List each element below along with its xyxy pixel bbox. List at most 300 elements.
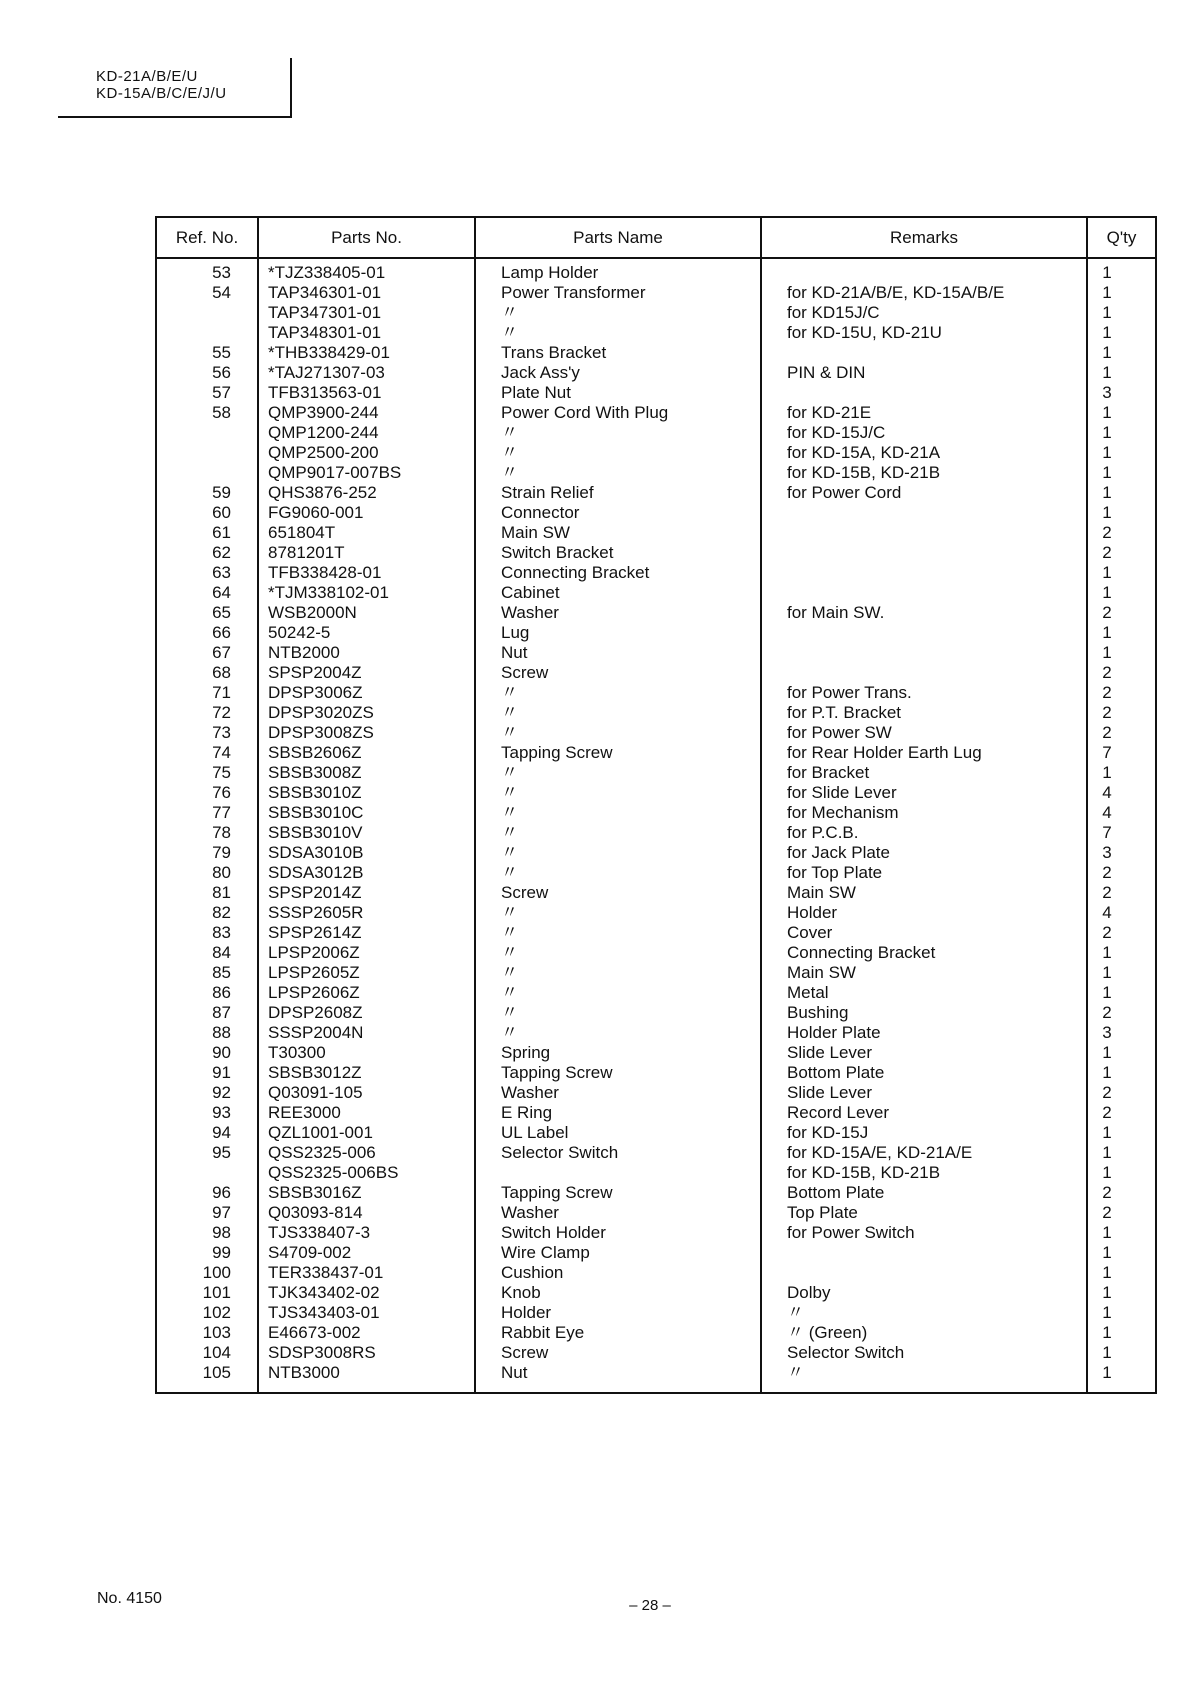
table-row [157, 583, 1155, 603]
qty-cell: 1 [1102, 643, 1112, 662]
qty-cell: 2 [1102, 603, 1112, 622]
ref-no-cell: 79 [212, 843, 231, 862]
parts-name-cell: 〃 [501, 843, 518, 862]
remarks-cell: Connecting Bracket [787, 943, 936, 962]
ref-no-cell: 61 [212, 523, 231, 542]
table-row [157, 503, 1155, 523]
ref-no-cell: 62 [212, 543, 231, 562]
ref-no-cell: 74 [212, 743, 231, 762]
header-divider-vertical [290, 58, 292, 118]
parts-name-cell: Tapping Screw [501, 1183, 613, 1202]
parts-no-cell: TFB313563-01 [268, 383, 382, 402]
parts-name-cell: 〃 [501, 863, 518, 882]
ref-no-cell: 101 [202, 1283, 231, 1302]
qty-cell: 2 [1102, 923, 1112, 942]
parts-no-cell: *TJM338102-01 [268, 583, 389, 602]
parts-no-cell: QHS3876-252 [268, 483, 377, 502]
qty-cell: 2 [1102, 1003, 1112, 1022]
qty-cell: 1 [1102, 1283, 1112, 1302]
qty-cell: 1 [1102, 1243, 1112, 1262]
qty-cell: 7 [1102, 823, 1112, 842]
parts-no-cell: NTB3000 [268, 1363, 340, 1382]
parts-no-cell: LPSP2006Z [268, 943, 360, 962]
remarks-cell: 〃 [787, 1303, 804, 1322]
qty-cell: 1 [1102, 943, 1112, 962]
parts-name-cell: Main SW [501, 523, 570, 542]
table-row [157, 343, 1155, 363]
ref-no-cell: 60 [212, 503, 231, 522]
parts-name-cell: 〃 [501, 703, 518, 722]
parts-name-cell: 〃 [501, 943, 518, 962]
remarks-cell: Bushing [787, 1003, 849, 1022]
parts-name-cell: 〃 [501, 303, 518, 322]
table-row [157, 683, 1155, 703]
qty-cell: 1 [1102, 263, 1112, 282]
remarks-cell: for KD-15B, KD-21B [787, 1163, 941, 1182]
parts-no-cell: QSS2325-006 [268, 1143, 376, 1162]
ref-no-cell: 102 [202, 1303, 231, 1322]
table-row [157, 463, 1155, 483]
parts-no-cell: LPSP2605Z [268, 963, 360, 982]
remarks-cell: for KD-15B, KD-21B [787, 463, 941, 482]
ref-no-cell: 71 [212, 683, 231, 702]
parts-name-cell: 〃 [501, 763, 518, 782]
parts-name-cell: Lug [501, 623, 530, 642]
parts-no-cell: REE3000 [268, 1103, 341, 1122]
parts-no-cell: 651804T [268, 523, 336, 542]
table-row [157, 1243, 1155, 1263]
ref-no-cell: 93 [212, 1103, 231, 1122]
parts-no-cell: SBSB3010C [268, 803, 364, 822]
qty-cell: 1 [1102, 283, 1112, 302]
parts-no-cell: QMP2500-200 [268, 443, 379, 462]
qty-cell: 2 [1102, 1203, 1112, 1222]
table-row [157, 1343, 1155, 1363]
table-row [157, 263, 1155, 283]
qty-cell: 7 [1102, 743, 1112, 762]
table-row [157, 1263, 1155, 1283]
model-line-2: KD-15A/B/C/E/J/U [96, 85, 227, 102]
qty-cell: 1 [1102, 503, 1112, 522]
ref-no-cell: 98 [212, 1223, 231, 1242]
remarks-cell: Selector Switch [787, 1343, 905, 1362]
remarks-cell: Holder [787, 903, 838, 922]
remarks-cell: Main SW [787, 883, 856, 902]
qty-cell: 1 [1102, 303, 1112, 322]
ref-no-cell: 86 [212, 983, 231, 1002]
ref-no-cell: 72 [212, 703, 231, 722]
parts-name-cell: Screw [501, 663, 549, 682]
qty-cell: 1 [1102, 363, 1112, 382]
parts-name-cell: Jack Ass'y [501, 363, 580, 382]
table-row [157, 383, 1155, 403]
remarks-cell: Bottom Plate [787, 1183, 885, 1202]
ref-no-cell: 57 [212, 383, 231, 402]
parts-name-cell: Rabbit Eye [501, 1323, 585, 1342]
remarks-cell: for Slide Lever [787, 783, 897, 802]
table-row [157, 923, 1155, 943]
parts-name-cell: 〃 [501, 983, 518, 1002]
remarks-cell: for Power Switch [787, 1223, 915, 1242]
header-divider [157, 257, 1155, 259]
remarks-cell: for KD-15J [787, 1123, 869, 1142]
table-row [157, 903, 1155, 923]
ref-no-cell: 82 [212, 903, 231, 922]
table-row [157, 363, 1155, 383]
ref-no-cell: 59 [212, 483, 231, 502]
parts-no-cell: TAP346301-01 [268, 283, 382, 302]
qty-cell: 2 [1102, 703, 1112, 722]
table-row [157, 423, 1155, 443]
ref-no-cell: 77 [212, 803, 231, 822]
table-row [157, 1143, 1155, 1163]
parts-name-cell: Plate Nut [501, 383, 571, 402]
ref-no-cell: 65 [212, 603, 231, 622]
parts-no-cell: QSS2325-006BS [268, 1163, 399, 1182]
qty-cell: 2 [1102, 723, 1112, 742]
qty-cell: 1 [1102, 463, 1112, 482]
qty-cell: 1 [1102, 1323, 1112, 1342]
ref-no-cell: 67 [212, 643, 231, 662]
table-row [157, 563, 1155, 583]
remarks-cell: for KD-21E [787, 403, 872, 422]
parts-no-cell: TJK343402-02 [268, 1283, 380, 1302]
parts-name-cell: 〃 [501, 783, 518, 802]
remarks-cell: for Mechanism [787, 803, 899, 822]
table-row [157, 863, 1155, 883]
remarks-cell: Bottom Plate [787, 1063, 885, 1082]
qty-cell: 1 [1102, 1343, 1112, 1362]
table-row [157, 603, 1155, 623]
parts-name-cell: Tapping Screw [501, 743, 613, 762]
parts-no-cell: SDSP3008RS [268, 1343, 376, 1362]
parts-name-cell: Strain Relief [501, 483, 594, 502]
remarks-cell: for Main SW. [787, 603, 885, 622]
parts-no-cell: SBSB3010V [268, 823, 363, 842]
ref-no-cell: 100 [202, 1263, 231, 1282]
parts-no-cell: SBSB2606Z [268, 743, 362, 762]
qty-cell: 1 [1102, 623, 1112, 642]
ref-no-cell: 64 [212, 583, 231, 602]
remarks-cell: for Rear Holder Earth Lug [787, 743, 982, 762]
table-row [157, 1223, 1155, 1243]
ref-no-cell: 99 [212, 1243, 231, 1262]
qty-cell: 1 [1102, 423, 1112, 442]
parts-no-cell: T30300 [268, 1043, 326, 1062]
remarks-cell: for Power Trans. [787, 683, 912, 702]
parts-name-cell: Holder [501, 1303, 552, 1322]
parts-name-cell: Nut [501, 643, 528, 662]
table-row [157, 1043, 1155, 1063]
parts-name-cell: Tapping Screw [501, 1063, 613, 1082]
table-row [157, 843, 1155, 863]
remarks-cell: for Top Plate [787, 863, 883, 882]
qty-cell: 1 [1102, 1143, 1112, 1162]
qty-cell: 2 [1102, 663, 1112, 682]
qty-cell: 1 [1102, 563, 1112, 582]
ref-no-cell: 97 [212, 1203, 231, 1222]
table-row [157, 443, 1155, 463]
ref-no-cell: 91 [212, 1063, 231, 1082]
parts-no-cell: WSB2000N [268, 603, 357, 622]
ref-no-cell: 53 [212, 263, 231, 282]
ref-no-cell: 83 [212, 923, 231, 942]
document-number: No. 4150 [97, 1590, 162, 1607]
table-row [157, 963, 1155, 983]
ref-no-cell: 73 [212, 723, 231, 742]
parts-no-cell: QMP3900-244 [268, 403, 379, 422]
remarks-cell: for KD-15A/E, KD-21A/E [787, 1143, 973, 1162]
remarks-cell: for KD15J/C [787, 303, 880, 322]
qty-cell: 2 [1102, 543, 1112, 562]
parts-name-cell: Spring [501, 1043, 551, 1062]
qty-cell: 1 [1102, 1223, 1112, 1242]
ref-no-cell: 81 [212, 883, 231, 902]
parts-no-cell: *THB338429-01 [268, 343, 390, 362]
qty-cell: 1 [1102, 963, 1112, 982]
parts-name-cell: Washer [501, 1203, 559, 1222]
page-number: – 28 – [629, 1597, 671, 1614]
header-parts-no: Parts No. [331, 228, 402, 247]
table-row [157, 1303, 1155, 1323]
parts-no-cell: LPSP2606Z [268, 983, 360, 1002]
ref-no-cell: 66 [212, 623, 231, 642]
qty-cell: 2 [1102, 523, 1112, 542]
parts-name-cell: 〃 [501, 443, 518, 462]
ref-no-cell: 63 [212, 563, 231, 582]
table-row [157, 1163, 1155, 1183]
parts-no-cell: SPSP2004Z [268, 663, 362, 682]
remarks-cell: Dolby [787, 1283, 831, 1302]
parts-name-cell: Switch Bracket [501, 543, 614, 562]
parts-no-cell: SSSP2004N [268, 1023, 364, 1042]
parts-no-cell: SBSB3008Z [268, 763, 362, 782]
qty-cell: 2 [1102, 683, 1112, 702]
parts-no-cell: TER338437-01 [268, 1263, 384, 1282]
table-row [157, 643, 1155, 663]
qty-cell: 4 [1102, 903, 1112, 922]
ref-no-cell: 76 [212, 783, 231, 802]
table-row [157, 823, 1155, 843]
ref-no-cell: 103 [202, 1323, 231, 1342]
table-row [157, 1203, 1155, 1223]
qty-cell: 1 [1102, 1263, 1112, 1282]
qty-cell: 4 [1102, 803, 1112, 822]
parts-name-cell: Wire Clamp [501, 1243, 590, 1262]
remarks-cell: for KD-15J/C [787, 423, 886, 442]
parts-no-cell: SSSP2605R [268, 903, 364, 922]
parts-no-cell: SPSP2614Z [268, 923, 362, 942]
parts-name-cell: Cabinet [501, 583, 560, 602]
ref-no-cell: 84 [212, 943, 231, 962]
qty-cell: 2 [1102, 883, 1112, 902]
qty-cell: 3 [1102, 383, 1112, 402]
ref-no-cell: 56 [212, 363, 231, 382]
qty-cell: 1 [1102, 1043, 1112, 1062]
parts-name-cell: Knob [501, 1283, 541, 1302]
table-row [157, 983, 1155, 1003]
parts-name-cell: Connector [501, 503, 580, 522]
ref-no-cell: 55 [212, 343, 231, 362]
parts-name-cell: 〃 [501, 963, 518, 982]
parts-no-cell: *TAJ271307-03 [268, 363, 385, 382]
table-row [157, 523, 1155, 543]
remarks-cell: for Jack Plate [787, 843, 890, 862]
ref-no-cell: 92 [212, 1083, 231, 1102]
parts-no-cell: Q03093-814 [268, 1203, 363, 1222]
table-row [157, 1323, 1155, 1343]
ref-no-cell: 85 [212, 963, 231, 982]
qty-cell: 1 [1102, 583, 1112, 602]
parts-no-cell: S4709-002 [268, 1243, 352, 1262]
remarks-cell: Record Lever [787, 1103, 890, 1122]
table-row [157, 1363, 1155, 1383]
table-row [157, 943, 1155, 963]
table-row [157, 1063, 1155, 1083]
table-row [157, 623, 1155, 643]
parts-no-cell: DPSP2608Z [268, 1003, 363, 1022]
parts-name-cell: Power Transformer [501, 283, 646, 302]
header-qty: Q'ty [1106, 228, 1137, 247]
remarks-cell: Metal [787, 983, 829, 1002]
remarks-cell: Main SW [787, 963, 856, 982]
parts-name-cell: Screw [501, 1343, 549, 1362]
parts-name-cell: 〃 [501, 903, 518, 922]
qty-cell: 1 [1102, 1063, 1112, 1082]
qty-cell: 1 [1102, 983, 1112, 1002]
parts-name-cell: 〃 [501, 323, 518, 342]
qty-cell: 1 [1102, 343, 1112, 362]
qty-cell: 1 [1102, 1163, 1112, 1182]
ref-no-cell: 80 [212, 863, 231, 882]
table-row [157, 1283, 1155, 1303]
ref-no-cell: 104 [202, 1343, 231, 1362]
parts-no-cell: 50242-5 [268, 623, 331, 642]
remarks-cell: for KD-15A, KD-21A [787, 443, 941, 462]
parts-name-cell: UL Label [501, 1123, 569, 1142]
ref-no-cell: 96 [212, 1183, 231, 1202]
ref-no-cell: 88 [212, 1023, 231, 1042]
qty-cell: 2 [1102, 863, 1112, 882]
qty-cell: 1 [1102, 1363, 1112, 1382]
remarks-cell: Slide Lever [787, 1083, 873, 1102]
parts-no-cell: SBSB3012Z [268, 1063, 362, 1082]
parts-no-cell: TAP347301-01 [268, 303, 382, 322]
ref-no-cell: 68 [212, 663, 231, 682]
parts-name-cell: Cushion [501, 1263, 564, 1282]
ref-no-cell: 78 [212, 823, 231, 842]
table-row [157, 1123, 1155, 1143]
qty-cell: 3 [1102, 1023, 1112, 1042]
parts-name-cell: Washer [501, 1083, 559, 1102]
qty-cell: 1 [1102, 483, 1112, 502]
parts-no-cell: TAP348301-01 [268, 323, 382, 342]
qty-cell: 3 [1102, 843, 1112, 862]
remarks-cell: for KD-15U, KD-21U [787, 323, 942, 342]
table-row [157, 763, 1155, 783]
remarks-cell: Holder Plate [787, 1023, 881, 1042]
table-row [157, 543, 1155, 563]
table-row [157, 723, 1155, 743]
parts-name-cell: Screw [501, 883, 549, 902]
ref-no-cell: 94 [212, 1123, 231, 1142]
qty-cell: 2 [1102, 1103, 1112, 1122]
parts-name-cell: 〃 [501, 803, 518, 822]
parts-name-cell: Power Cord With Plug [501, 403, 669, 422]
table-row [157, 1183, 1155, 1203]
table-row [157, 703, 1155, 723]
remarks-cell: Slide Lever [787, 1043, 873, 1062]
parts-no-cell: NTB2000 [268, 643, 340, 662]
remarks-cell: for Power Cord [787, 483, 902, 502]
parts-no-cell: SDSA3010B [268, 843, 364, 862]
table-row [157, 323, 1155, 343]
parts-no-cell: E46673-002 [268, 1323, 361, 1342]
parts-no-cell: TJS338407-3 [268, 1223, 371, 1242]
parts-name-cell: Switch Holder [501, 1223, 606, 1242]
remarks-cell: Cover [787, 923, 833, 942]
table-row [157, 743, 1155, 763]
parts-name-cell: Lamp Holder [501, 263, 599, 282]
table-row [157, 783, 1155, 803]
table-row [157, 1103, 1155, 1123]
parts-name-cell: Connecting Bracket [501, 563, 650, 582]
table-row [157, 1023, 1155, 1043]
header-divider-horizontal [58, 116, 292, 118]
ref-no-cell: 87 [212, 1003, 231, 1022]
table-row [157, 1083, 1155, 1103]
parts-name-cell: 〃 [501, 723, 518, 742]
table-row [157, 803, 1155, 823]
remarks-cell: PIN & DIN [787, 363, 866, 382]
table-row [157, 663, 1155, 683]
parts-no-cell: QZL1001-001 [268, 1123, 373, 1142]
qty-cell: 1 [1102, 323, 1112, 342]
parts-name-cell: 〃 [501, 823, 518, 842]
parts-no-cell: Q03091-105 [268, 1083, 363, 1102]
table-row [157, 883, 1155, 903]
parts-no-cell: DPSP3006Z [268, 683, 363, 702]
parts-no-cell: FG9060-001 [268, 503, 364, 522]
parts-no-cell: TFB338428-01 [268, 563, 382, 582]
parts-name-cell: 〃 [501, 1003, 518, 1022]
table-row [157, 1003, 1155, 1023]
parts-no-cell: SBSB3016Z [268, 1183, 362, 1202]
parts-no-cell: SBSB3010Z [268, 783, 362, 802]
parts-no-cell: QMP1200-244 [268, 423, 379, 442]
table-row [157, 483, 1155, 503]
remarks-cell: for Bracket [787, 763, 870, 782]
remarks-cell: 〃 (Green) [787, 1323, 868, 1342]
remarks-cell: Top Plate [787, 1203, 858, 1222]
ref-no-cell: 105 [202, 1363, 231, 1382]
table-row [157, 283, 1155, 303]
parts-no-cell: QMP9017-007BS [268, 463, 402, 482]
header-ref-no: Ref. No. [175, 228, 239, 247]
parts-name-cell: Nut [501, 1363, 528, 1382]
qty-cell: 1 [1102, 443, 1112, 462]
table-row [157, 403, 1155, 423]
parts-no-cell: DPSP3008ZS [268, 723, 374, 742]
parts-no-cell: 8781201T [268, 543, 345, 562]
parts-name-cell: Trans Bracket [501, 343, 607, 362]
qty-cell: 1 [1102, 1123, 1112, 1142]
qty-cell: 2 [1102, 1183, 1112, 1202]
ref-no-cell: 54 [212, 283, 231, 302]
header-remarks: Remarks [889, 228, 958, 247]
ref-no-cell: 90 [212, 1043, 231, 1062]
parts-name-cell: E Ring [501, 1103, 553, 1122]
